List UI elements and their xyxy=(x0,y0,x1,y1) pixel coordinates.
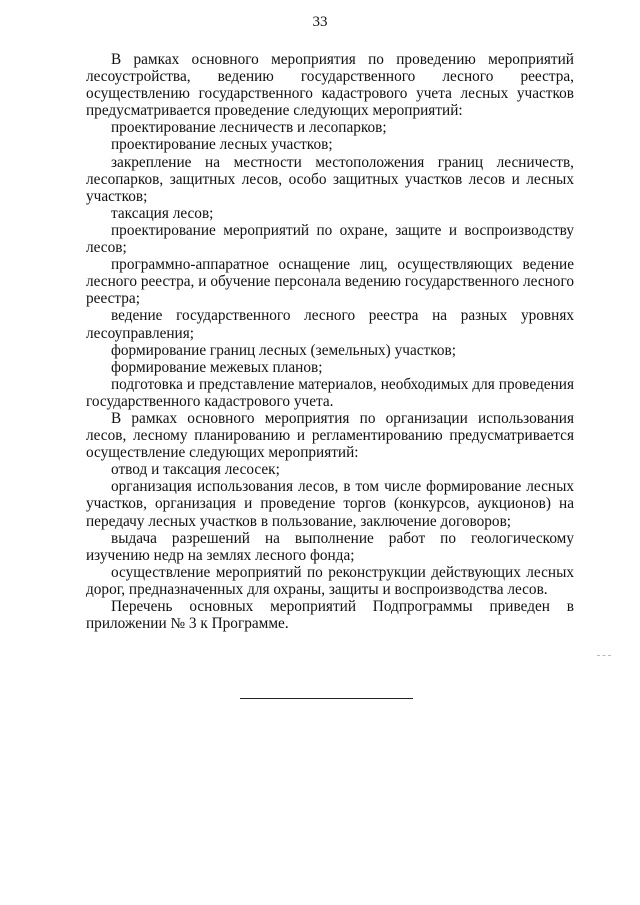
list-item: формирование границ лесных (земельных) участков; xyxy=(111,341,456,359)
list-item: ведение государственного лесного реестра на разных уровнях лесоуправления; xyxy=(86,307,574,342)
end-separator-line xyxy=(240,698,413,699)
paragraph-intro-forest-management: В рамках основного мероприятия по проведению мероприятий лесоустройства, ведению государственного лесного реестра, осуществлению государственного кадастрового учета лесных участков предусматривается проведение следующих мероприятий: xyxy=(86,51,574,120)
paragraph-intro-forest-use: В рамках основного мероприятия по организации использования лесов, лесному планированию и регламентированию предусматривается осуществление следующих мероприятий: xyxy=(86,409,574,462)
list-item: формирование межевых планов; xyxy=(111,358,323,376)
list-item: закрепление на местности местоположения границ лесничеств, лесопарков, защитных лесов, особо защитных участков лесов и лесных участков; xyxy=(86,153,574,205)
list-item: осуществление мероприятий по реконструкции действующих лесных дорог, предназначенных для охраны, защиты и воспроизводства лесов. xyxy=(86,563,574,598)
list-item: таксация лесов; xyxy=(111,204,214,222)
list-item: выдача разрешений на выполнение работ по геологическому изучению недр на землях лесного фонда; xyxy=(86,529,574,564)
list-item: программно-аппаратное оснащение лиц, осуществляющих ведение лесного реестра, и обучение персонала ведению государственного лесного реестра; xyxy=(86,256,574,308)
list-item: проектирование лесных участков; xyxy=(111,136,333,154)
paragraph-appendix-reference: Перечень основных мероприятий Подпрограммы приведен в приложении № 3 к Программе. xyxy=(86,598,574,633)
list-item: организация использования лесов, в том числе формирование лесных участков, организация и проведение торгов (конкурсов, аукционов) на передачу лесных участков в пользование, заключение договоров; xyxy=(86,478,574,530)
document-body xyxy=(86,51,574,632)
page-number: 33 xyxy=(312,14,328,30)
list-item: проектирование лесничеств и лесопарков; xyxy=(111,119,387,137)
list-item: отвод и таксация лесосек; xyxy=(111,461,280,479)
list-item: проектирование мероприятий по охране, защите и воспроизводству лесов; xyxy=(86,221,574,257)
scan-artifact-mark xyxy=(597,655,611,656)
list-item: подготовка и представление материалов, необходимых для проведения государственного кадастрового учета. xyxy=(86,375,574,410)
